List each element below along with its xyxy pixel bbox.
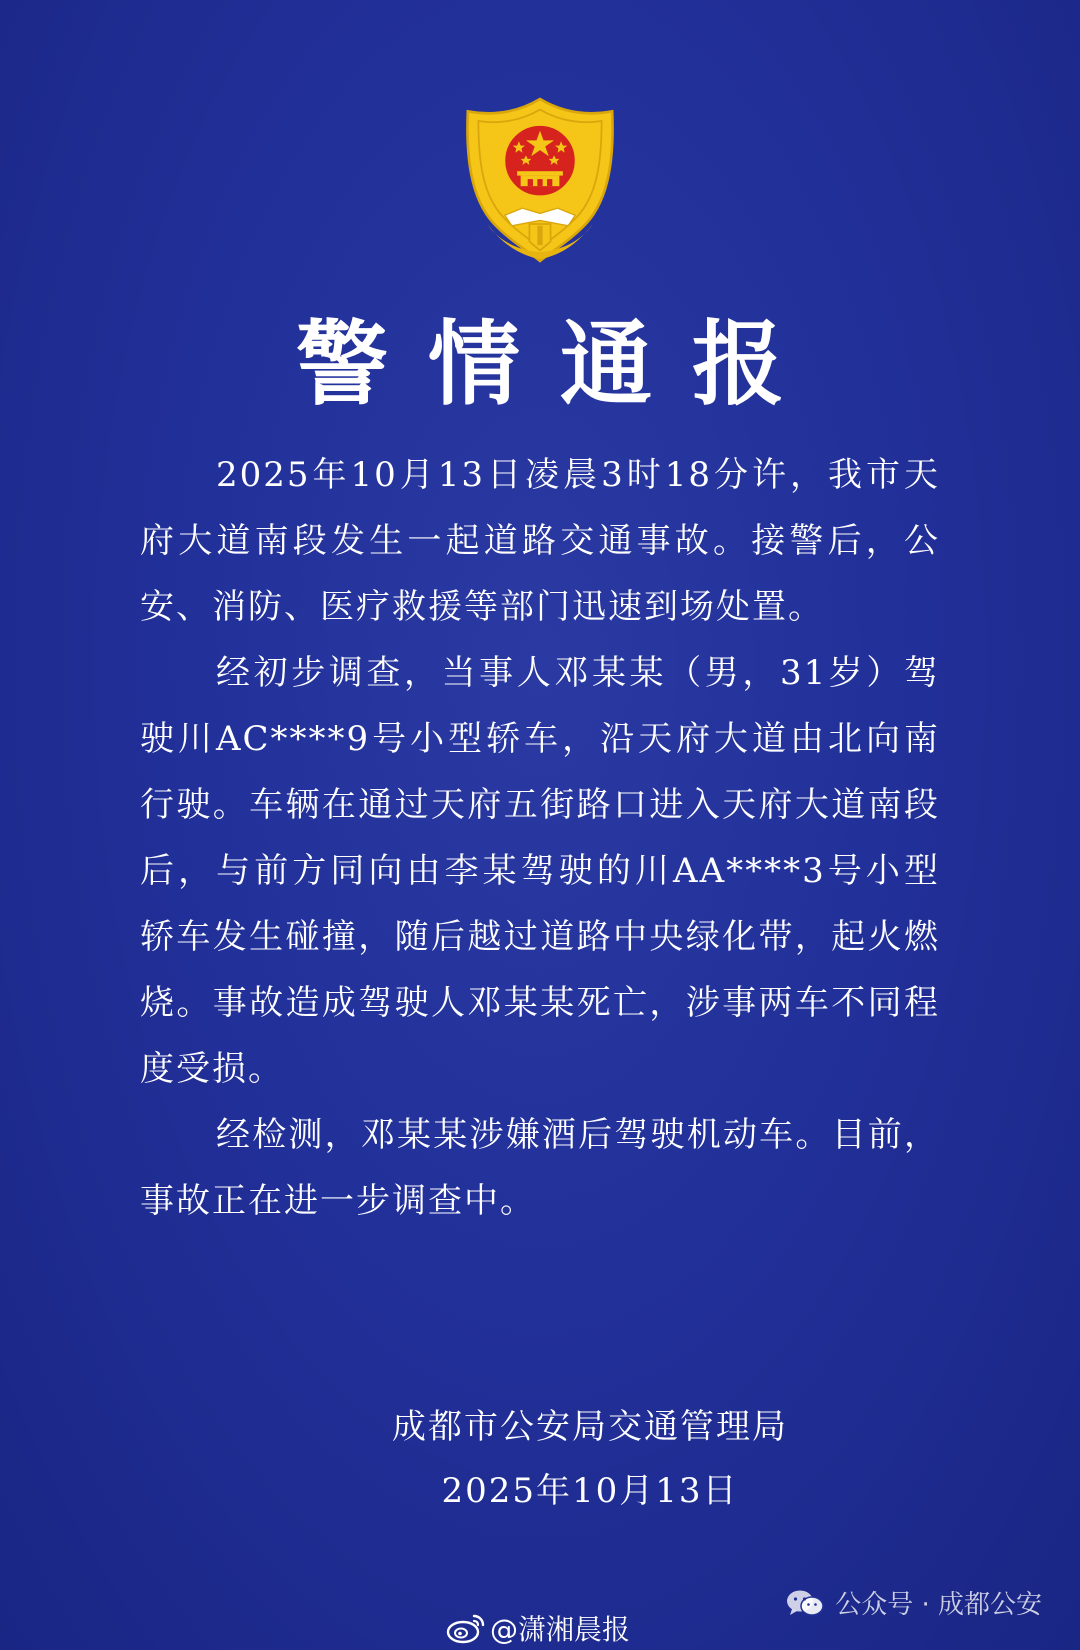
paragraph-incident: 2025年10月13日凌晨3时18分许，我市天府大道南段发生一起道路交通事故。接警后，公安、消防、医疗救援等部门迅速到场处置。: [140, 455, 940, 627]
paragraph-status: 经检测，邓某某涉嫌酒后驾驶机动车。目前，事故正在进一步调查中。: [140, 1115, 940, 1221]
weibo-account-label: @潇湘晨报: [490, 1613, 631, 1646]
paragraph-investigation: 经初步调查，当事人邓某某（男，31岁）驾驶川AC****9号小型轿车，沿天府大道由北向南行驶。车辆在通过天府五街路口进入天府大道南段后，与前方同向由李某驾驶的川AA****3号小型轿车发生碰撞，随后越过道路中央绿化带，起火燃烧。事故造成驾驶人邓某某死亡，涉事两车不同程度受损。: [140, 653, 940, 1089]
wechat-watermark: [785, 1584, 1042, 1621]
wechat-icon: [785, 1588, 825, 1618]
weibo-watermark: [446, 1608, 630, 1648]
issuer-name: 成都市公安局交通管理局: [392, 1407, 788, 1447]
police-emblem-icon: [452, 92, 628, 268]
notice-body: [140, 442, 940, 1234]
wechat-account-label: 公众号 · 成都公安: [835, 1590, 1042, 1620]
weibo-icon: [446, 1611, 486, 1645]
signature-block: [340, 1395, 840, 1523]
issue-date: 2025年10月13日: [441, 1471, 739, 1511]
notice-title: 警情通报: [295, 311, 824, 418]
